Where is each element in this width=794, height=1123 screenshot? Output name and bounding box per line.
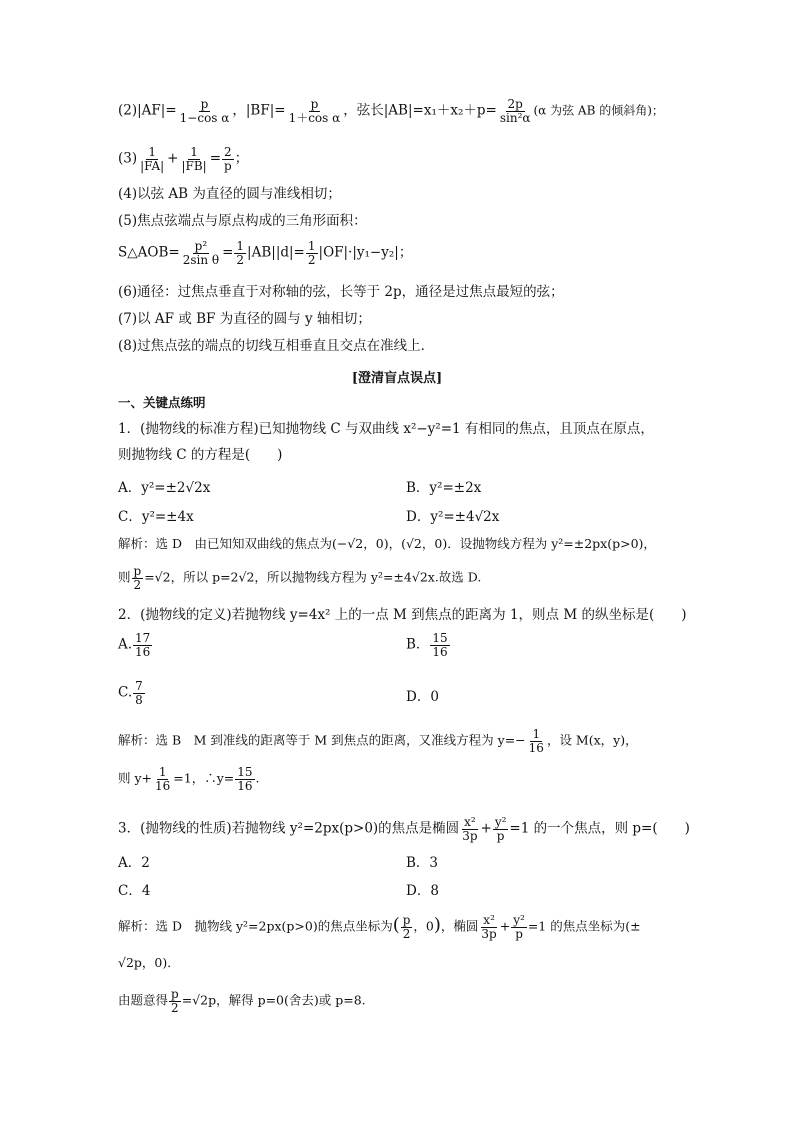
numerator: p	[133, 564, 142, 578]
question-1-line-2: 则抛物线 C 的方程是( )	[118, 447, 283, 463]
fraction	[153, 766, 172, 792]
numerator: 7	[135, 679, 143, 693]
numerator: p	[310, 97, 319, 111]
text-segment: 则	[118, 569, 131, 585]
numerator: y²	[513, 913, 525, 927]
fraction	[222, 146, 234, 172]
denominator: 2	[133, 577, 142, 592]
fraction	[133, 632, 152, 658]
text-segment: +	[167, 150, 179, 167]
property-8: (8)过焦点弦的端点的切线互相垂直且交点在准线上．	[118, 338, 435, 354]
fraction	[138, 146, 166, 172]
text-segment: 解析：选 B M 到准线的距离等于 M 到焦点的距离，又准线方程为 y=−	[118, 732, 526, 748]
text-segment: (α 为弦 AB 的倾斜角)；	[533, 103, 664, 118]
denominator: 2	[236, 252, 245, 267]
fraction	[181, 240, 221, 266]
subsection-heading: 一、关键点练明	[118, 395, 206, 410]
question-2-line-1: 2．(抛物线的定义)若抛物线 y=4x² 上的一点 M 到焦点的距离为 1，则点 M 的纵坐标是( )	[118, 607, 687, 623]
numerator: p²	[194, 239, 208, 253]
text-segment: 则 y+	[118, 770, 153, 786]
text-segment: A.	[118, 636, 133, 653]
text-segment: =1，∴y=	[173, 770, 235, 786]
numerator: 17	[135, 631, 151, 645]
fraction	[178, 98, 232, 124]
fraction	[498, 98, 533, 124]
denominator: 8	[135, 692, 143, 707]
fraction	[479, 914, 498, 940]
denominator: |FB|	[181, 158, 207, 173]
denominator: 16	[135, 644, 151, 659]
denominator: 16	[528, 740, 544, 755]
denominator: 1＋cos α	[288, 110, 341, 125]
text-segment: =1 的焦点坐标为(±	[527, 918, 641, 934]
q3-solution-line-2: √2p，0)．	[118, 955, 180, 970]
fraction	[430, 632, 449, 658]
property-6: (6)通径：过焦点垂直于对称轴的弦，长等于 2p，通径是过焦点最短的弦；	[118, 284, 564, 300]
numerator: 1	[158, 765, 167, 779]
text-segment: ，椭圆	[440, 918, 479, 934]
q1-solution-line-2	[118, 565, 481, 591]
text-segment: ，0	[413, 918, 434, 934]
denominator: 2	[307, 252, 316, 267]
numerator: 1	[307, 239, 316, 253]
paren-open: (	[392, 914, 400, 936]
text-segment: +	[480, 820, 492, 837]
denominator: sin²α	[499, 110, 531, 125]
text-segment: 解析：选 D 抛物线 y²=2px(p>0)的焦点坐标为	[118, 918, 393, 934]
fraction	[527, 728, 546, 754]
numerator: 1	[532, 727, 541, 741]
denominator: |FA|	[140, 158, 165, 173]
numerator: 1	[236, 239, 245, 253]
text-segment: ；	[234, 150, 249, 167]
fraction	[287, 98, 343, 124]
numerator: y²	[494, 815, 507, 829]
text-segment: .	[255, 770, 260, 786]
text-segment: ，弦长|AB|=x₁＋x₂＋p=	[343, 102, 497, 119]
question-3-line-1	[118, 816, 690, 842]
fraction	[132, 565, 144, 591]
fraction	[401, 914, 413, 940]
fraction	[234, 240, 246, 266]
text-segment: 由题意得	[118, 992, 169, 1008]
denominator: 2	[171, 1000, 179, 1015]
section-title: [澄清盲点误点]	[351, 371, 443, 386]
numerator: 2p	[507, 97, 523, 111]
numerator: x²	[483, 913, 495, 927]
text-segment: =√2，所以 p=2√2，所以抛物线方程为 y²=±4√2x.故选 D.	[144, 569, 482, 585]
question-1-line-1: 1．(抛物线的标准方程)已知抛物线 C 与双曲线 x²−y²=1 有相同的焦点，且顶点在原点，	[118, 421, 654, 437]
property-3-prefix: (3)	[118, 150, 138, 167]
text-segment: =	[222, 244, 234, 261]
text-segment: |OF|·|y₁−y₂|；	[318, 244, 413, 261]
denominator: p	[224, 158, 232, 173]
q1-option-a: A．y²=±2√2x	[118, 480, 211, 496]
numerator: 15	[237, 765, 253, 779]
fraction	[460, 816, 479, 842]
text-segment: B．	[406, 636, 430, 653]
q3-option-d: D．8	[406, 883, 439, 899]
q3-solution-line-1	[118, 914, 641, 940]
text-segment: |AB||d|=	[247, 244, 305, 261]
fraction	[133, 680, 145, 706]
q3-solution-line-3	[118, 988, 366, 1014]
property-7: (7)以 AF 或 BF 为直径的圆与 y 轴相切；	[118, 311, 371, 327]
numerator: 1	[148, 145, 156, 159]
numerator: p	[200, 97, 209, 111]
fraction	[235, 766, 254, 792]
fraction	[511, 914, 527, 940]
q2-solution-line-2	[118, 766, 260, 792]
q1-option-b: B．y²=±2x	[406, 480, 482, 496]
text-segment: 3．(抛物线的性质)若抛物线 y²=2px(p>0)的焦点是椭圆	[118, 820, 460, 837]
numerator: p	[402, 913, 411, 927]
text-segment: ，设 M(x，y)，	[546, 732, 638, 748]
fraction	[493, 816, 509, 842]
denominator: 16	[237, 778, 253, 793]
area-formula	[118, 240, 412, 266]
text-segment: ，|BF|=	[232, 102, 286, 119]
q2-solution-line-1	[118, 728, 638, 754]
q3-option-a: A．2	[118, 855, 150, 871]
property-2	[118, 98, 664, 124]
q1-solution-line-1: 解析：选 D 由已知知双曲线的焦点为(−√2，0)，(√2，0)．设抛物线方程为 y²=±2px(p>0)，	[118, 536, 656, 551]
q2-option-a	[118, 632, 153, 658]
numerator: 1	[190, 145, 198, 159]
numerator: 15	[432, 631, 448, 645]
text-segment: =√2p，解得 p=0(舍去)或 p=8.	[181, 992, 366, 1008]
property-4: (4)以弦 AB 为直径的圆与准线相切；	[118, 186, 341, 202]
q2-option-c	[118, 680, 146, 706]
denominator: 3p	[462, 828, 478, 843]
denominator: 1−cos α	[179, 110, 230, 125]
numerator: 2	[224, 145, 232, 159]
denominator: 3p	[481, 926, 497, 941]
fraction	[179, 146, 208, 172]
q2-option-b	[406, 632, 451, 658]
paren-close: )	[433, 914, 441, 936]
denominator: 2	[402, 926, 411, 941]
text-segment: +	[499, 918, 511, 934]
fraction	[306, 240, 318, 266]
text-segment: =1 的一个焦点，则 p=( )	[509, 820, 690, 837]
q1-option-c: C．y²=±4x	[118, 509, 194, 525]
denominator: 16	[432, 644, 448, 659]
property-5: (5)焦点弦端点与原点构成的三角形面积：	[118, 213, 367, 229]
q1-option-d: D．y²=±4√2x	[406, 509, 500, 525]
denominator: p	[496, 828, 505, 843]
denominator: p	[515, 926, 523, 941]
numerator: x²	[464, 815, 476, 829]
text-segment: C.	[118, 684, 133, 701]
q3-option-b: B．3	[406, 855, 439, 871]
text-segment: S△AOB=	[118, 244, 180, 261]
property-2-prefix: (2)|AF|=	[118, 102, 177, 119]
text-segment: =	[209, 150, 222, 167]
q2-option-d: D．0	[406, 689, 439, 705]
q3-option-c: C．4	[118, 883, 151, 899]
numerator: p	[171, 987, 179, 1001]
denominator: 2sin θ	[182, 252, 220, 267]
denominator: 16	[155, 778, 171, 793]
fraction	[169, 988, 181, 1014]
property-3	[118, 146, 248, 172]
